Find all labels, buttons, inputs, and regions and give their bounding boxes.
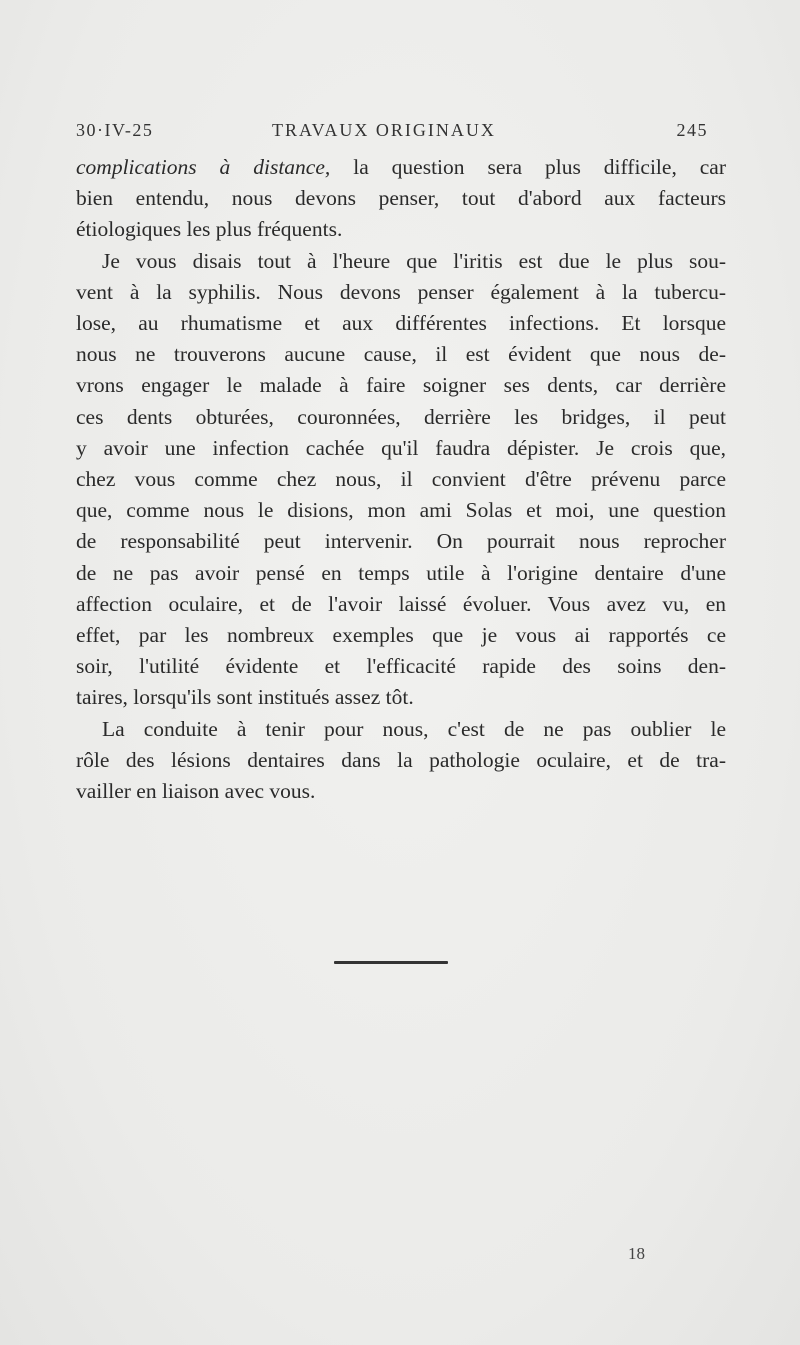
- running-head: [76, 120, 708, 146]
- text-line: ces dents obturées, couronnées, derrière les bridges, il peut: [76, 404, 726, 429]
- paragraph-1: [76, 152, 726, 246]
- text-line: taires, lorsqu'ils sont institués assez tôt.: [76, 685, 414, 710]
- text-line: affection oculaire, et de l'avoir laissé évoluer. Vous avez vu, en: [76, 591, 726, 616]
- header-page-number: 245: [676, 120, 708, 140]
- text-fragment: la question sera plus difficile, car: [330, 155, 726, 179]
- text-line: de responsabilité peut intervenir. On pourrait nous reprocher: [76, 529, 726, 554]
- text-line: que, comme nous le disions, mon ami Solas et moi, une question: [76, 498, 726, 523]
- header-title: TRAVAUX ORIGINAUX: [272, 120, 496, 140]
- signature-mark: 18: [628, 1244, 645, 1263]
- section-end-rule: [334, 961, 448, 964]
- body-text: [76, 152, 726, 807]
- text-line: effet, par les nombreux exemples que je vous ai rapportés ce: [76, 623, 726, 648]
- text-line: nous ne trouverons aucune cause, il est évident que nous de-: [76, 342, 726, 367]
- text-line: Je vous disais tout à l'heure que l'iritis est due le plus sou-: [102, 248, 726, 273]
- text-line: vent à la syphilis. Nous devons penser également à la tubercu-: [76, 279, 726, 304]
- header-date: 30·IV-25: [76, 120, 154, 140]
- text-line: de ne pas avoir pensé en temps utile à l'origine dentaire d'une: [76, 560, 726, 585]
- text-line: lose, au rhumatisme et aux différentes infections. Et lorsque: [76, 311, 726, 336]
- text-line: vailler en liaison avec vous.: [76, 779, 316, 804]
- text-line: vrons engager le malade à faire soigner ses dents, car derrière: [76, 373, 726, 398]
- text-line: rôle des lésions dentaires dans la pathologie oculaire, et de tra-: [76, 747, 726, 772]
- text-line: soir, l'utilité évidente et l'efficacité rapide des soins den-: [76, 654, 726, 679]
- text-line: y avoir une infection cachée qu'il faudra dépister. Je crois que,: [76, 435, 726, 460]
- text-line: La conduite à tenir pour nous, c'est de ne pas oublier le: [102, 716, 726, 741]
- paragraph-3: [76, 714, 726, 808]
- italic-phrase: complications à distance,: [76, 155, 331, 179]
- text-line: chez vous comme chez nous, il convient d'être prévenu parce: [76, 467, 726, 492]
- text-line: [76, 152, 726, 183]
- text-line: étiologiques les plus fréquents.: [76, 217, 343, 242]
- text-line: bien entendu, nous devons penser, tout d'abord aux facteurs: [76, 186, 726, 211]
- paragraph-2: [76, 246, 726, 714]
